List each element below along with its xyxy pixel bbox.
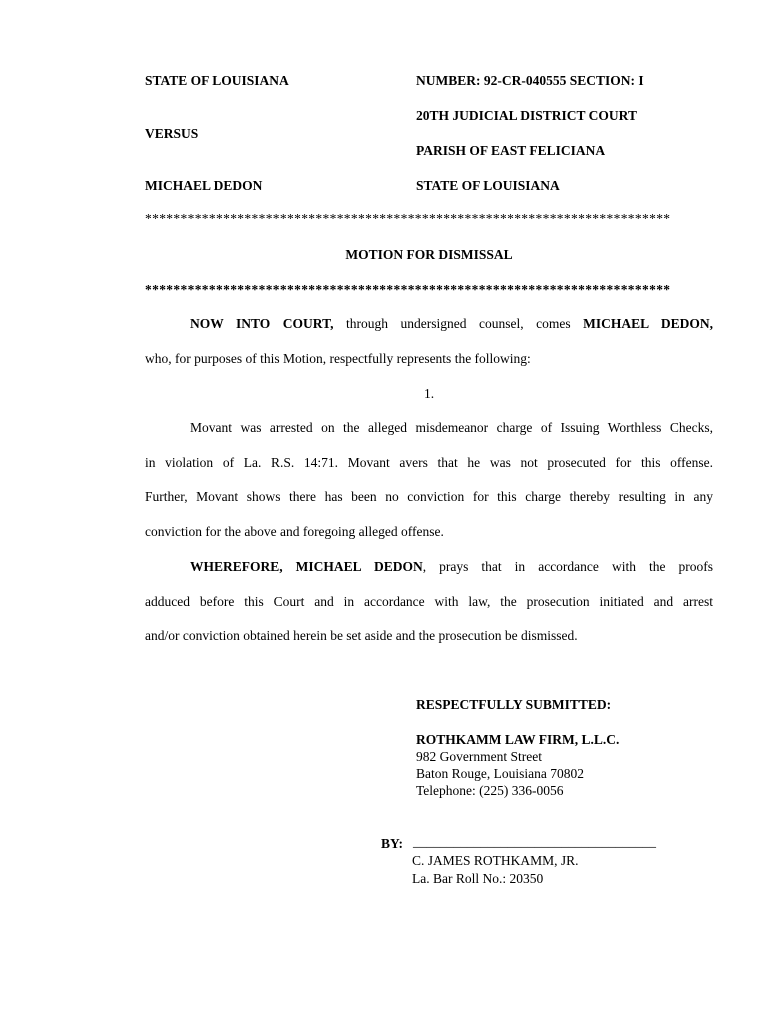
intro-lead: NOW INTO COURT, bbox=[190, 316, 334, 331]
body-line-3: Further, Movant shows there has been no conviction for this charge thereby resulting in any bbox=[145, 489, 713, 505]
caption-court: 20TH JUDICIAL DISTRICT COURT bbox=[416, 108, 637, 123]
firm-address-line-2: Baton Rouge, Louisiana 70802 bbox=[416, 766, 584, 781]
prayer-line-2: adduced before this Court and in accordance with law, the prosecution initiated and arrest bbox=[145, 593, 713, 609]
firm-address-line-1: 982 Government Street bbox=[416, 749, 542, 764]
caption-defendant: MICHAEL DEDON bbox=[145, 178, 263, 193]
caption-number-section: NUMBER: 92-CR-040555 SECTION: I bbox=[416, 73, 644, 88]
prayer-line-1-rest: , prays that in accordance with the proofs bbox=[422, 559, 713, 574]
prayer-line-3: and/or conviction obtained herein be set aside and the prosecution be dismissed. bbox=[145, 628, 578, 644]
bar-roll-number: La. Bar Roll No.: 20350 bbox=[412, 871, 544, 886]
body-paragraph bbox=[145, 418, 713, 557]
document-title: MOTION FOR DISMISSAL bbox=[345, 247, 513, 262]
intro-paragraph bbox=[145, 314, 713, 383]
prayer-paragraph bbox=[145, 557, 713, 661]
body-line-2: in violation of La. R.S. 14:71. Movant avers that he was not prosecuted for this offense. bbox=[145, 454, 713, 470]
firm-name: ROTHKAMM LAW FIRM, L.L.C. bbox=[416, 732, 620, 747]
intro-line-1 bbox=[145, 314, 713, 349]
caption-versus: VERSUS bbox=[145, 126, 199, 141]
prayer-lead: WHEREFORE, MICHAEL DEDON bbox=[190, 559, 423, 574]
separator-bottom: ************************************************************************** bbox=[145, 282, 671, 297]
caption-state-right: STATE OF LOUISIANA bbox=[416, 178, 560, 193]
intro-movant: MICHAEL DEDON, bbox=[583, 316, 713, 331]
intro-line-2: who, for purposes of this Motion, respectfully represents the following: bbox=[145, 350, 531, 366]
intro-lead-rest: through undersigned counsel, comes bbox=[333, 316, 584, 331]
respectfully-submitted: RESPECTFULLY SUBMITTED: bbox=[416, 697, 612, 712]
separator-top: ************************************************************************** bbox=[145, 211, 671, 226]
section-number: 1. bbox=[423, 386, 435, 401]
prayer-line-1 bbox=[145, 557, 713, 592]
attorney-name: C. JAMES ROTHKAMM, JR. bbox=[412, 853, 579, 868]
signature-line: ____________________________________ bbox=[413, 834, 656, 849]
by-label: BY: bbox=[381, 836, 404, 851]
body-line-1: Movant was arrested on the alleged misdemeanor charge of Issuing Worthless Checks, bbox=[190, 420, 713, 435]
body-line-4: conviction for the above and foregoing alleged offense. bbox=[145, 524, 444, 540]
caption-parish: PARISH OF EAST FELICIANA bbox=[416, 143, 606, 158]
caption-state-left: STATE OF LOUISIANA bbox=[145, 73, 289, 88]
firm-telephone: Telephone: (225) 336-0056 bbox=[416, 783, 564, 798]
